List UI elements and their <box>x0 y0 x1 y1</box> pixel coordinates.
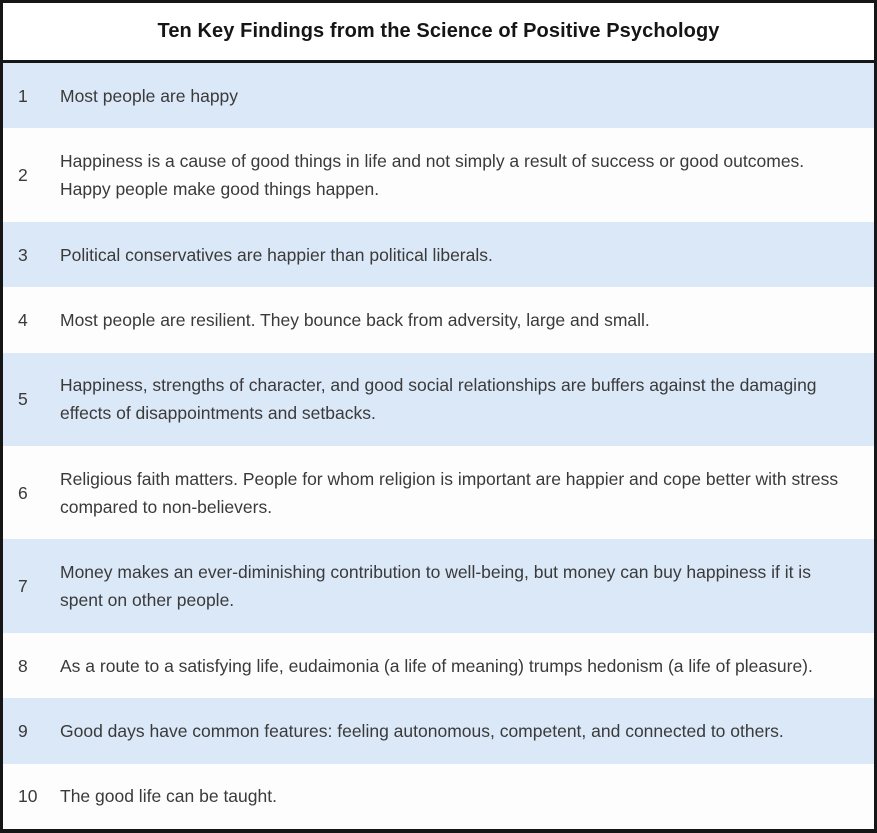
table-title: Ten Key Findings from the Science of Positive Psychology <box>157 20 720 42</box>
table-row <box>3 128 874 221</box>
table-row <box>3 446 874 539</box>
row-text: Money makes an ever-diminishing contribution to well-being, but money can buy happiness if it is spent on other people. <box>60 562 811 611</box>
row-number: 2 <box>18 165 28 186</box>
table-title-bar <box>3 3 874 63</box>
row-number: 5 <box>18 389 28 410</box>
table-row <box>3 764 874 829</box>
row-text: As a route to a satisfying life, eudaimonia (a life of meaning) trumps hedonism (a life of pleasure). <box>60 655 813 676</box>
row-number: 9 <box>18 720 28 741</box>
row-text: The good life can be taught. <box>60 786 277 807</box>
row-text: Happiness is a cause of good things in life and not simply a result of success or good outcomes. Happy people make good things happen. <box>60 151 805 200</box>
table-row <box>3 698 874 763</box>
row-number: 10 <box>18 786 38 807</box>
table-row <box>3 63 874 128</box>
row-text: Good days have common features: feeling autonomous, competent, and connected to others. <box>60 720 784 741</box>
row-number: 4 <box>18 309 28 330</box>
row-number: 8 <box>18 655 28 676</box>
table-row <box>3 353 874 446</box>
row-number: 1 <box>18 85 28 106</box>
row-text: Most people are happy <box>60 85 239 106</box>
table-row <box>3 633 874 698</box>
row-text: Religious faith matters. People for whom religion is important are happier and cope better with stress compared to non-believers. <box>60 468 839 517</box>
row-text: Most people are resilient. They bounce back from adversity, large and small. <box>60 309 650 330</box>
row-number: 3 <box>18 244 28 265</box>
row-text: Political conservatives are happier than political liberals. <box>60 244 493 265</box>
table-row <box>3 222 874 287</box>
row-text: Happiness, strengths of character, and good social relationships are buffers against the damaging effects of disappointments and setbacks. <box>60 375 817 424</box>
row-number: 7 <box>18 576 28 597</box>
table-row <box>3 287 874 352</box>
row-number: 6 <box>18 482 28 503</box>
table-row <box>3 539 874 632</box>
table-rows <box>3 63 874 829</box>
